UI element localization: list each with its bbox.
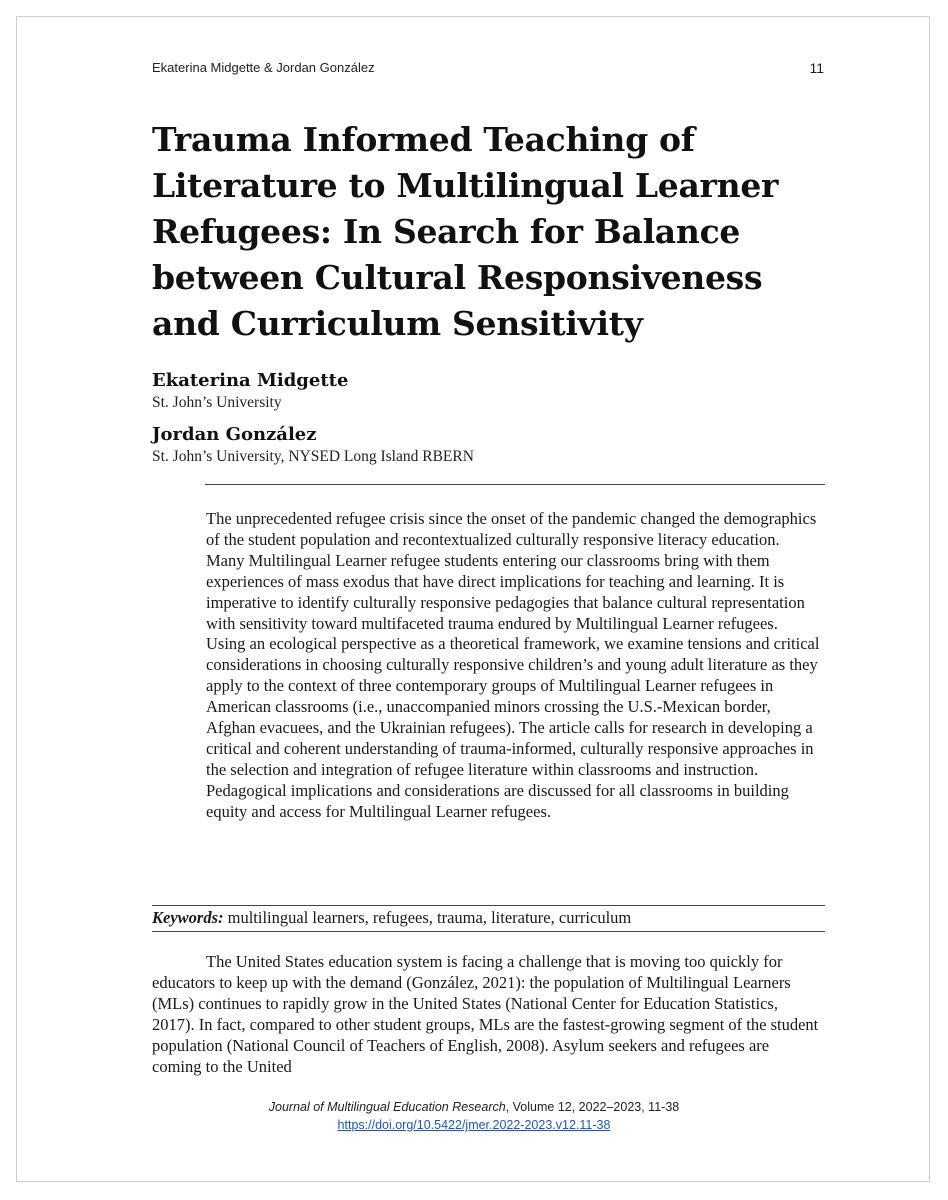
running-head: Ekaterina Midgette & Jordan González [152, 60, 375, 75]
journal-name: Journal of Multilingual Education Research [268, 1100, 506, 1114]
author-1 [152, 369, 752, 413]
abstract: The unprecedented refugee crisis since the onset of the pandemic changed the demographics of the student population and recontextualized culturally responsive literacy education. Many Multilingual Learner refugee students entering our classrooms bring with them experiences of mass exodus that have direct implications for teaching and learning. It is imperative to identify culturally responsive pedagogies that balance cultural representation with sensitivity toward multifaceted trauma endured by Multilingual Learner refugees. Using an ecological perspective as a theoretical framework, we examine tensions and critical considerations in choosing culturally responsive children’s and young adult literature as they apply to the context of three contemporary groups of Multilingual Learner refugees in American classrooms (i.e., unaccompanied minors crossing the U.S.-Mexican border, Afghan evacuees, and the Ukrainian refugees). The article calls for research in developing a critical and coherent understanding of trauma-informed, culturally responsive approaches in the selection and integration of refugee literature within classrooms and instruction. Pedagogical implications and considerations are discussed for all classrooms in building equity and access for Multilingual Learner refugees. [206, 509, 820, 821]
author-name: Ekaterina Midgette [152, 370, 349, 391]
doi-link[interactable]: https://doi.org/10.5422/jmer.2022-2023.v12.11-38 [337, 1118, 611, 1132]
author-affiliation: St. John’s University, NYSED Long Island RBERN [152, 448, 474, 465]
page-footer [152, 1098, 796, 1134]
author-2 [152, 423, 752, 467]
abstract-top-rule [205, 484, 825, 485]
keywords-text: multilingual learners, refugees, trauma, literature, curriculum [223, 908, 632, 927]
author-affiliation: St. John’s University [152, 394, 282, 411]
keywords-top-rule [152, 905, 825, 906]
author-name: Jordan González [152, 424, 317, 445]
keywords-bottom-rule [152, 931, 825, 932]
body-paragraph: The United States education system is facing a challenge that is moving too quickly for educators to keep up with the demand (González, 2021): the population of Multilingual Learners (MLs) continues to rapidly grow in the United States (National Center for Education Statistics, 2017). In fact, compared to other student groups, MLs are the fastest-growing segment of the student population (National Council of Teachers of English, 2008). Asylum seekers and refugees are coming to the United [152, 952, 819, 1076]
footer-citation [152, 1098, 796, 1116]
volume-info: , Volume 12, 2022–2023, 11-38 [505, 1100, 680, 1114]
page-number: 11 [809, 60, 824, 76]
keywords-line [152, 907, 832, 929]
article-title: Trauma Informed Teaching of Literature to Multilingual Learner Refugees: In Search for Balance between Cultural Responsiveness and Curriculum Sensitivity [152, 120, 779, 343]
keywords-label: Keywords: [152, 908, 224, 927]
